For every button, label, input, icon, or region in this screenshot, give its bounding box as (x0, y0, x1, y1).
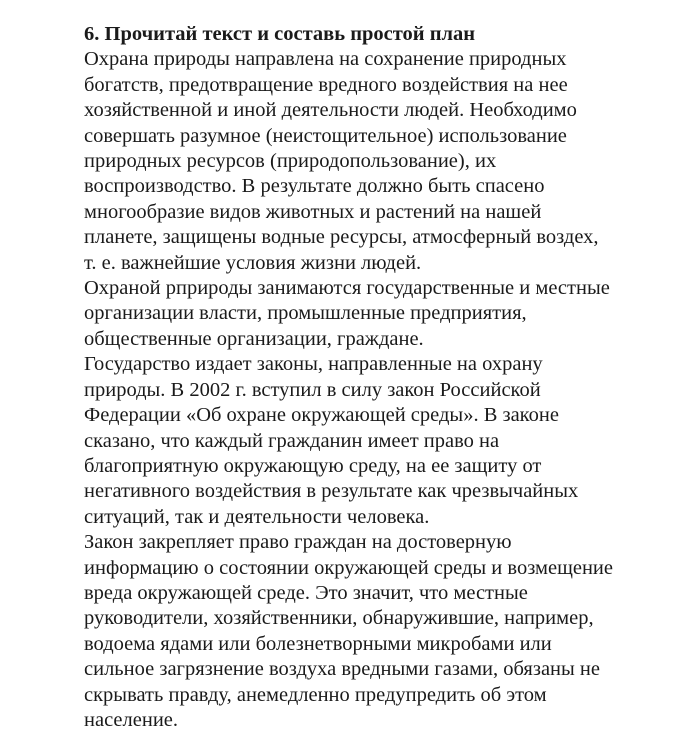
text-line: Федерации «Об охране окружающей среды». В законе (84, 404, 559, 427)
text-line: негативного воздействия в результате как чрезвычайных (84, 480, 579, 503)
text-line: Государство издает законы, направленные на охрану (84, 353, 543, 376)
paragraph-3 (84, 352, 664, 530)
paragraph-2 (84, 276, 664, 352)
text-line: планете, защищены водные ресурсы, атмосферный воздех, (84, 226, 599, 249)
text-line: вреда окружающей среде. Это значит, что местные (84, 581, 528, 604)
text-line: сильное загрязнение воздуха вредными газами, обязаны не (84, 658, 600, 681)
text-line: сказано, что каждый гражданин имеет право на (84, 429, 500, 452)
text-line: т. е. важнейшие условия жизни людей. (84, 251, 422, 274)
paragraph-4 (84, 530, 664, 733)
text-line: организации власти, промышленные предприятия, (84, 302, 527, 325)
text-line: совершать разумное (неистощительное) использование (84, 124, 567, 147)
text-line: благоприятную окружающую среду, на ее защиту от (84, 454, 542, 477)
text-line: Закон закрепляет право граждан на достоверную (84, 531, 512, 554)
text-line: информацию о состоянии окружающей среды и возмещение (84, 556, 613, 579)
text-line: богатств, предотвращение вредного воздействия на нее (84, 73, 568, 96)
text-line: население. (84, 708, 179, 731)
text-line: Охрана природы направлена на сохранение природных (84, 48, 567, 71)
text-line: воспроизводство. В результате должно быть спасено (84, 175, 545, 198)
text-line: скрывать правду, анемедленно предупредить об этом (84, 683, 547, 706)
text-line: хозяйственной и иной деятельности людей. Необходимо (84, 99, 577, 122)
text-line: многообразие видов животных и растений на нашей (84, 200, 542, 223)
text-line: водоема ядами или болезнетворными микробами или (84, 632, 552, 655)
text-line: Охраной рприроды занимаются государственные и местные (84, 277, 610, 300)
text-line: природных ресурсов (природопользование), их (84, 150, 497, 173)
document-page (84, 22, 664, 733)
text-line: природы. В 2002 г. вступил в силу закон Российской (84, 378, 541, 401)
text-line: ситуаций, так и деятельности человека. (84, 505, 430, 528)
task-title: 6. Прочитай текст и составь простой план (84, 23, 476, 45)
text-line: общественные организации, граждане. (84, 327, 424, 350)
paragraph-1 (84, 47, 664, 276)
text-line: руководители, хозяйственники, обнаружившие, например, (84, 607, 594, 630)
